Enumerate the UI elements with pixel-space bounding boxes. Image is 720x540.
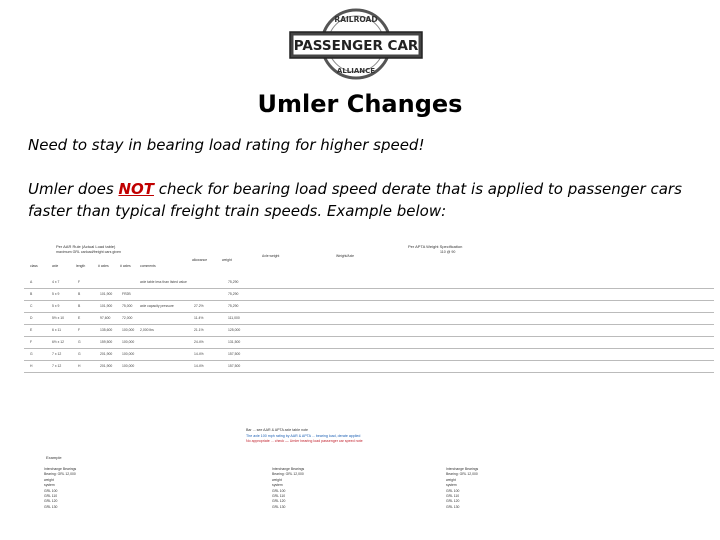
table-cell: F — [78, 280, 81, 284]
example-head: Interchange Bearings — [446, 467, 479, 471]
table-cell: 100,000 — [122, 340, 135, 344]
example-line: system — [44, 483, 55, 488]
col-header: Weight/Axle — [336, 254, 355, 258]
table-cell: C — [30, 304, 33, 308]
example-line: GRL 110 — [272, 494, 286, 499]
table-cell: E — [78, 316, 81, 320]
table-cell: B — [78, 304, 81, 308]
row-divider — [24, 288, 714, 289]
example-line: GRL 100 — [272, 488, 286, 493]
example-line: GRL 130 — [446, 504, 460, 509]
table-cell: E — [30, 328, 33, 332]
table-cell: 100,000 — [122, 328, 135, 332]
row-divider — [24, 312, 714, 313]
para-after: check for bearing load speed derate that is applied to passenger cars faster than typical freight train speeds. Example below: — [28, 180, 682, 220]
table-cell: 2,000 lbs — [140, 328, 154, 332]
example-line: GRL 110 — [446, 494, 460, 499]
table-group-mid-sub: 110 @ 90 — [440, 250, 456, 254]
table-cell: 101,900 — [100, 292, 113, 296]
table-cell: B — [78, 292, 81, 296]
example-line: weight — [272, 477, 282, 482]
example-line: weight — [446, 477, 456, 482]
row-divider — [24, 324, 714, 325]
table-cell: 135,600 — [100, 328, 113, 332]
example-block — [446, 467, 478, 510]
example-line: weight — [44, 477, 54, 482]
example-line: GRL 110 — [44, 494, 58, 499]
table-group-left-sub: maximum GRL carload/freight cars given — [56, 250, 121, 254]
col-header: comments — [140, 264, 156, 268]
example-sub: Bearing: GRL 12,000 — [272, 472, 304, 477]
example-line: GRL 120 — [272, 499, 286, 504]
row-divider — [24, 348, 714, 349]
example-line: GRL 130 — [44, 504, 58, 509]
table-cell: 97,600 — [100, 316, 111, 320]
example-block — [272, 467, 304, 510]
table-cell: F — [78, 328, 81, 332]
table-cell: 201,900 — [100, 364, 113, 368]
table-row — [24, 304, 714, 310]
logo-main-text: PASSENGER CAR — [293, 38, 419, 54]
example-line: GRL 130 — [272, 504, 286, 509]
table-cell: 4 x 7 — [52, 280, 60, 284]
table-cell: 24.4% — [194, 340, 204, 344]
table-cell: 157,500 — [228, 364, 241, 368]
table-cell: H — [78, 364, 81, 368]
note-line: Bar ... see AAR & APTA axle table note — [246, 428, 309, 432]
example-line: GRL 120 — [44, 499, 58, 504]
row-divider — [24, 360, 714, 361]
table-cell: G — [78, 352, 81, 356]
table-cell: 5 x 9 — [52, 292, 60, 296]
table-cell: 75,290 — [228, 304, 239, 308]
table-cell: FR2B — [122, 292, 131, 296]
table-cell: 75,290 — [228, 292, 239, 296]
table-cell: 111,000 — [228, 316, 240, 320]
para-highlight: NOT — [118, 180, 154, 198]
example-block — [44, 467, 76, 510]
table-cell: 75,290 — [228, 280, 239, 284]
table-cell: axle table less than listed value — [140, 280, 187, 284]
slide-title: Umler Changes — [257, 90, 463, 118]
table-cell: D — [30, 316, 33, 320]
table-cell: 201,900 — [100, 352, 113, 356]
table-cell: 72,000 — [122, 316, 133, 320]
table-cell: B — [30, 292, 33, 296]
table-cell: 157,500 — [228, 352, 241, 356]
note-line: No appropriate ... check — Umler bearing load passenger car speed note — [246, 439, 363, 444]
note-line: The axle 100 mph rating by AAR & APTA ... bearing load, derate applied — [246, 433, 361, 438]
table-cell: 5 x 9 — [52, 304, 60, 308]
table-group-mid: Per APTA Weight Specification — [408, 244, 463, 249]
col-header: # axles — [98, 264, 109, 268]
table-notes — [246, 428, 363, 445]
col-header: # axles — [120, 264, 131, 268]
table-cell: 5½ x 10 — [52, 316, 65, 320]
example-head: Interchange Bearings — [44, 467, 77, 471]
table-cell: 11.4% — [194, 316, 204, 320]
example-sub: Bearing: GRL 12,000 — [446, 472, 478, 477]
example-head: Interchange Bearings — [272, 467, 305, 471]
col-header: allowance — [192, 258, 208, 262]
example-line: system — [272, 483, 283, 488]
table-cell: 14.4% — [194, 364, 204, 368]
col-header: Axle weight — [262, 254, 280, 258]
table-cell: 101,900 — [100, 304, 113, 308]
table-cell: G — [30, 352, 33, 356]
table-cell: A — [30, 280, 33, 284]
table-cell: 27.2% — [194, 304, 204, 308]
table-cell: 100,000 — [122, 364, 135, 368]
row-divider — [24, 372, 714, 373]
table-group-left: Per AAR Rule (Actual Load table) — [56, 244, 116, 249]
table-cell: 6 x 11 — [52, 328, 61, 332]
col-header: axle — [52, 264, 59, 268]
example-line: GRL 120 — [446, 499, 460, 504]
slide-subtitle: Need to stay in bearing load rating for higher speed! — [28, 136, 425, 154]
table-cell: 100,000 — [122, 352, 135, 356]
example-line: system — [446, 483, 457, 488]
table-row — [24, 340, 714, 346]
table-cell: 7 x 12 — [52, 364, 62, 368]
row-divider — [24, 300, 714, 301]
example-line: GRL 100 — [44, 488, 58, 493]
table-cell: G — [78, 340, 81, 344]
table-row — [24, 280, 714, 286]
table-cell: 6½ x 12 — [52, 340, 65, 344]
table-cell: 7 x 12 — [52, 352, 62, 356]
table-cell: 131,500 — [228, 340, 241, 344]
example-line: GRL 100 — [446, 488, 460, 493]
col-header: weight — [222, 258, 232, 262]
table-row — [24, 352, 714, 358]
col-header: length — [76, 264, 86, 268]
col-header: class — [30, 264, 38, 268]
table-row — [24, 364, 714, 370]
table-row — [24, 316, 714, 322]
row-divider — [24, 336, 714, 337]
table-cell: axle capacity pressure — [140, 304, 174, 308]
table-cell: 159,500 — [100, 340, 113, 344]
table-row — [24, 328, 714, 334]
table-cell: 14.4% — [194, 352, 204, 356]
table-cell: H — [30, 364, 33, 368]
table-cell: F — [30, 340, 33, 344]
para-before: Umler does — [28, 180, 119, 198]
table-cell: 75,000 — [122, 304, 133, 308]
railroad-passenger-car-alliance-logo — [286, 6, 426, 82]
logo-bottom-text: ALLIANCE — [336, 67, 376, 75]
body-paragraph — [28, 178, 698, 222]
table-cell: 21.1% — [194, 328, 204, 332]
example-title: Example — [46, 455, 62, 460]
logo-top-text: RAILROAD — [334, 15, 378, 24]
table-cell: 125,000 — [228, 328, 241, 332]
table-row — [24, 292, 714, 298]
example-sub: Bearing: GRL 12,000 — [44, 472, 76, 477]
